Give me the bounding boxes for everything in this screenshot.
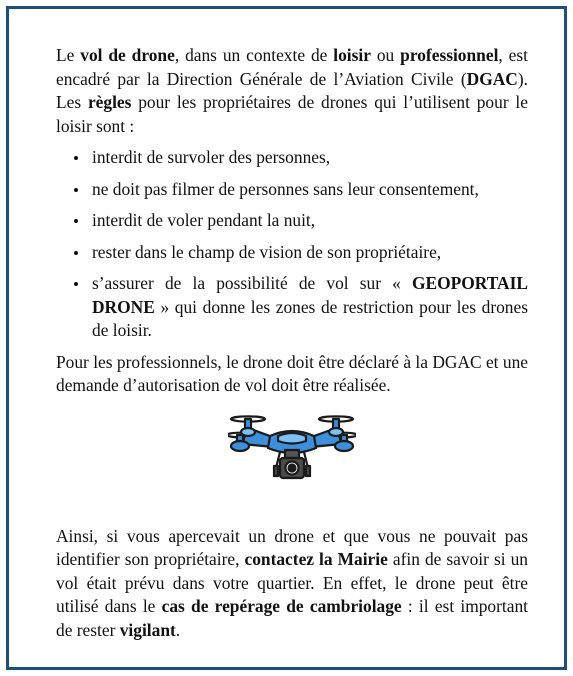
drone-icon	[228, 406, 356, 498]
intro-bold-2: loisir	[333, 45, 371, 65]
outro-text-2: afin de savoir si un vol était prévu dans votre quartier. En effet, le drone peut être utilisé dans le	[56, 549, 528, 616]
intro-bold-1: vol de drone	[80, 45, 175, 65]
pro-paragraph: Pour les professionnels, le drone doit être déclaré à la DGAC et une demande d’autorisation de vol doit être réalisée.	[56, 351, 528, 395]
outro-bold-1: contactez la Mairie	[244, 549, 388, 569]
rule-item-geoportail	[92, 272, 528, 343]
rule-item: ne doit pas filmer de personnes sans leur consentement,	[92, 178, 528, 202]
intro-text-1: Le	[56, 45, 81, 65]
outro-text-3: : il est important de rester	[56, 596, 528, 640]
outro-bold-3: vigilant	[119, 619, 176, 640]
outro-text-1: Ainsi, si vous apercevait un drone et que vous ne pouvait pas identifier son propriétaire,	[56, 525, 528, 569]
info-box	[6, 6, 567, 670]
intro-text-6: pour les propriétaires de drones qui l’utilisent pour le loisir sont :	[56, 92, 528, 136]
intro-text-3: ou	[370, 45, 401, 65]
rule5-bold: GEOPORTAIL DRONE	[92, 273, 528, 317]
rule5-text-2: » qui donne les zones de restriction pour les drones de loisir.	[92, 296, 528, 340]
rules-list	[56, 146, 528, 343]
outro-bold-2: cas de repérage de cambriolage	[161, 596, 402, 616]
outro-paragraph	[56, 525, 528, 643]
outro-text-4: .	[175, 619, 181, 640]
rule-item: rester dans le champ de vision de son propriétaire,	[92, 241, 528, 265]
intro-bold-3: professionnel	[400, 45, 499, 65]
rule-item: interdit de survoler des personnes,	[92, 146, 528, 170]
intro-bold-4: DGAC	[466, 68, 518, 89]
intro-paragraph	[56, 44, 528, 138]
intro-bold-5: règles	[87, 92, 132, 112]
intro-text-4: , est encadré par la Direction Générale de l’Aviation Civile (	[56, 45, 528, 89]
intro-text-5: ). Les	[56, 68, 528, 112]
drone-image	[56, 406, 528, 525]
info-content	[56, 44, 528, 642]
rule5-text-1: s’assurer de la possibilité de vol sur «	[92, 273, 412, 293]
intro-text-2: , dans un contexte de	[174, 45, 334, 65]
rule-item: interdit de voler pendant la nuit,	[92, 209, 528, 233]
